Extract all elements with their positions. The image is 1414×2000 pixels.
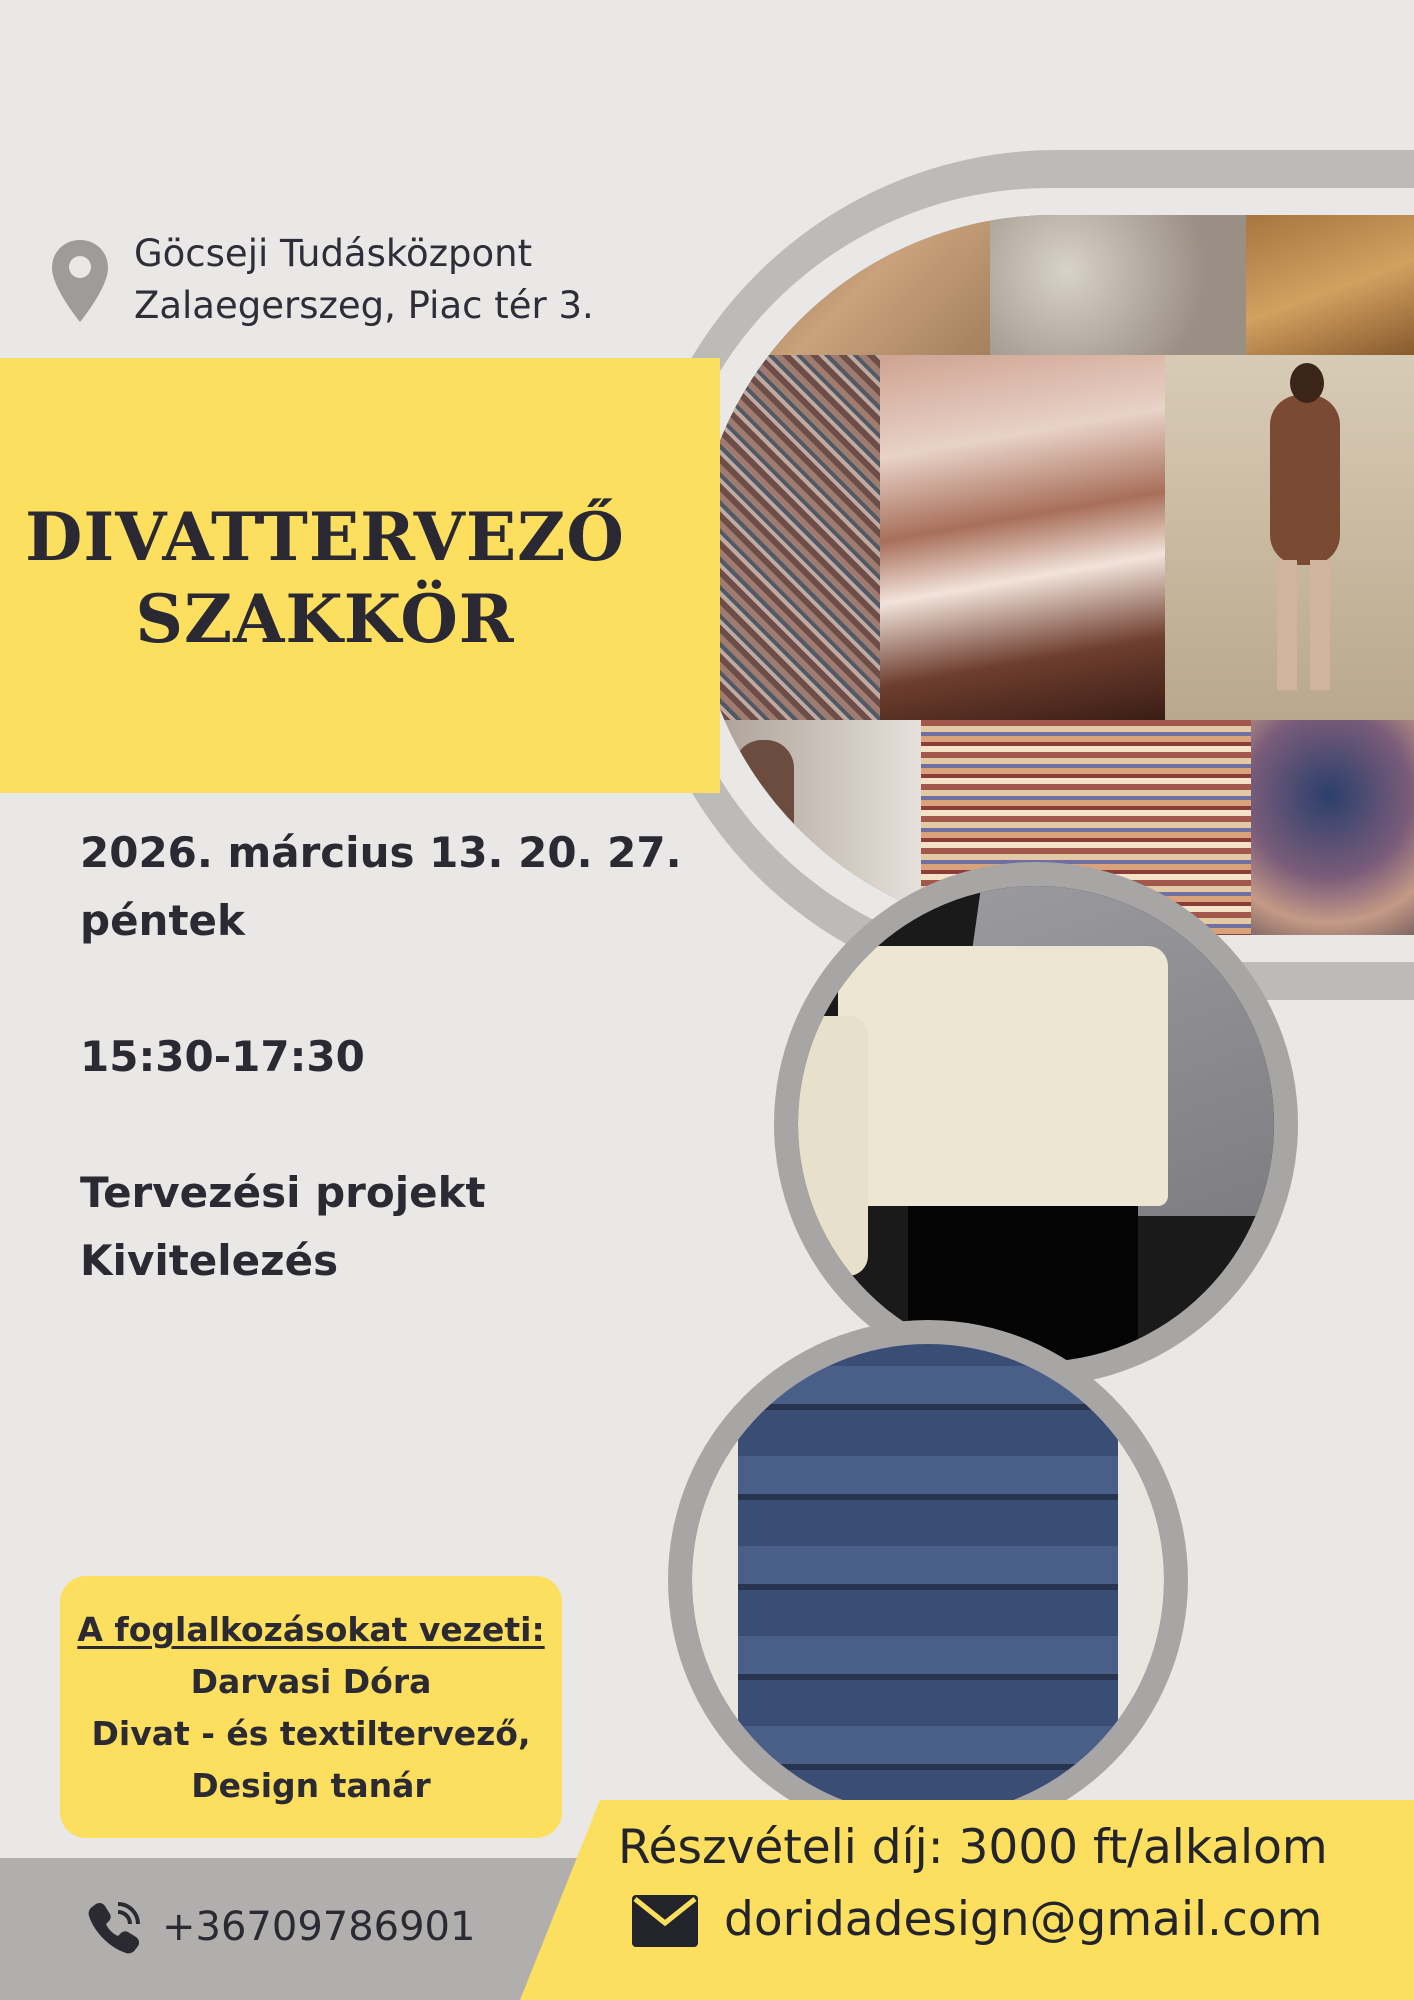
venue-name: Göcseji Tudásközpont xyxy=(134,232,533,275)
tweed-fabric-image xyxy=(694,355,880,720)
page-title-line-2: SZAKKÖR xyxy=(135,580,515,658)
phone-icon xyxy=(84,1898,144,1958)
garment-photo xyxy=(798,886,1274,1362)
event-time: 15:30-17:30 xyxy=(80,1032,365,1081)
portrait-image xyxy=(694,720,921,935)
instructor-role: Divat - és textiltervező, xyxy=(91,1714,531,1753)
boucle-fabric-image xyxy=(990,215,1246,355)
venue-address: Zalaegerszeg, Piac tér 3. xyxy=(134,284,594,327)
phone-number[interactable]: +36709786901 xyxy=(162,1904,476,1950)
satin-skirt-image xyxy=(1246,215,1414,355)
instructor-heading: A foglalkozásokat vezeti: xyxy=(77,1610,545,1649)
email-address[interactable]: doridadesign@gmail.com xyxy=(724,1892,1323,1947)
event-weekday: péntek xyxy=(80,896,245,945)
participation-fee: Részvételi díj: 3000 ft/alkalom xyxy=(618,1820,1328,1875)
crystal-rock-image xyxy=(1251,720,1414,935)
instructor-name: Darvasi Dóra xyxy=(190,1662,432,1701)
map-pin-icon xyxy=(50,238,110,324)
canyon-waves-image xyxy=(880,355,1165,720)
event-topic-2: Kivitelezés xyxy=(80,1236,339,1285)
page-title-line-1: DIVATTERVEZŐ xyxy=(25,498,625,576)
distressed-denim-photo xyxy=(692,1344,1164,1816)
instructor-role-2: Design tanár xyxy=(191,1766,431,1805)
instructor-card xyxy=(60,1576,562,1838)
envelope-icon xyxy=(632,1895,698,1947)
event-dates: 2026. március 13. 20. 27. xyxy=(80,828,682,877)
sand-texture-image xyxy=(694,215,990,355)
fashion-model-image xyxy=(1165,355,1414,720)
moodboard-collage xyxy=(694,215,1414,935)
event-topic-1: Tervezési projekt xyxy=(80,1168,486,1217)
